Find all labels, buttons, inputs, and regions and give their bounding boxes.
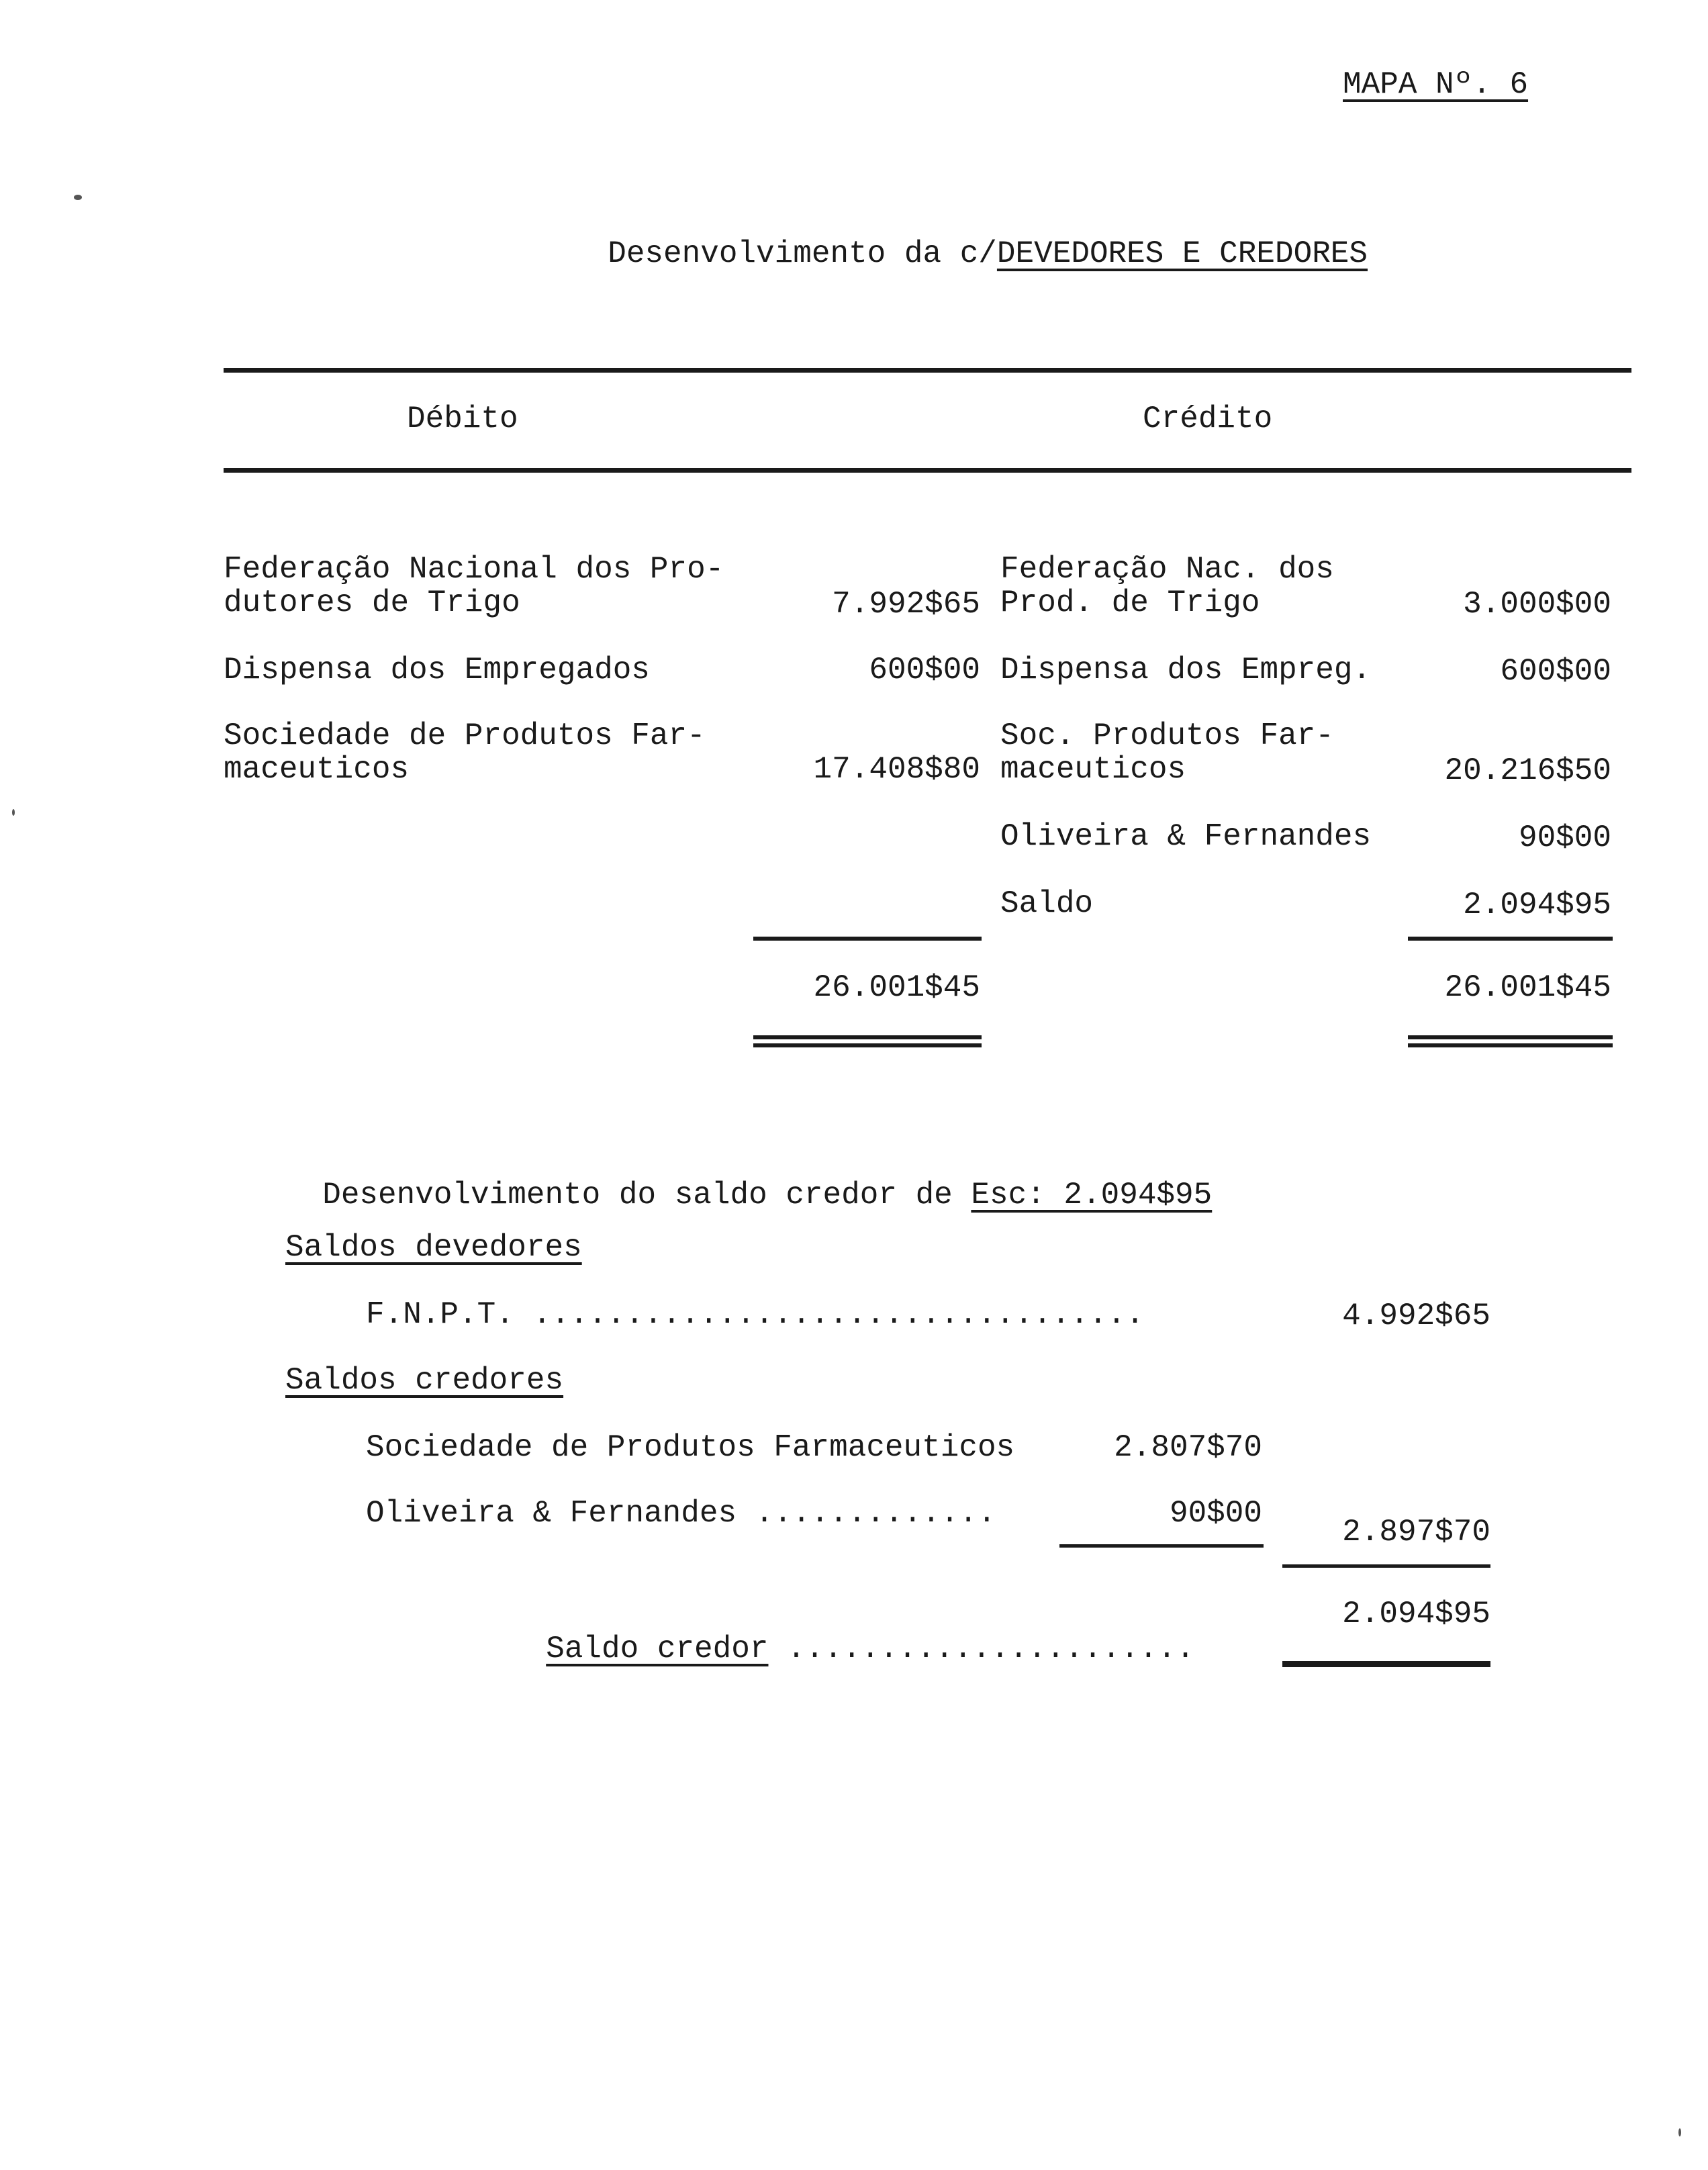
scan-speck: [12, 809, 15, 816]
debit-header: Débito: [407, 402, 518, 436]
debit-entry-2-amount: 600$00: [869, 653, 980, 688]
scan-speck: [1678, 2128, 1681, 2136]
debit-entry-1-amount: 7.992$65: [832, 587, 980, 622]
table-header-rule: [224, 468, 1631, 473]
debit-total-double-rule-bottom: [753, 1043, 982, 1047]
credit-total-double-rule-top: [1408, 1035, 1613, 1039]
credit-entry-3-line2: maceuticos: [1000, 752, 1186, 787]
creditor-entry-1-label: Sociedade de Produtos Farmaceuticos: [366, 1430, 1015, 1465]
debit-entry-3-line1: Sociedade de Produtos Far-: [224, 718, 706, 753]
final-balance-dots: ......................: [787, 1632, 1195, 1666]
debit-entry-2-label: Dispensa dos Empregados: [224, 653, 650, 688]
credit-entry-4-label: Oliveira & Fernandes: [1000, 819, 1372, 854]
creditor-entry-1-amount: 2.807$70: [1114, 1430, 1262, 1465]
credit-entry-1-line2: Prod. de Trigo: [1000, 585, 1260, 620]
debit-total-double-rule-top: [753, 1035, 982, 1039]
title-prefix: Desenvolvimento da c/: [608, 236, 997, 271]
credit-total: 26.001$45: [1444, 970, 1611, 1005]
creditors-heading: Saldos credores: [285, 1363, 564, 1398]
debit-entry-1-line2: dutores de Trigo: [224, 585, 520, 620]
debit-total: 26.001$45: [813, 970, 980, 1005]
page-title: [571, 201, 1368, 271]
creditors-total: 2.897$70: [1342, 1515, 1490, 1550]
debtor-entry-label: F.N.P.T. .................................: [366, 1297, 1145, 1332]
credit-entry-3-amount: 20.216$50: [1444, 753, 1611, 788]
final-balance-label: Saldo credor: [546, 1632, 769, 1666]
debit-sum-rule: [753, 937, 982, 941]
credit-header: Crédito: [1143, 402, 1273, 436]
final-balance-rule: [1282, 1661, 1490, 1667]
final-balance-amount: 2.094$95: [1342, 1597, 1490, 1632]
balance-intro: [285, 1143, 1212, 1213]
scan-speck: [74, 195, 82, 200]
debtor-entry-amount: 4.992$65: [1342, 1299, 1490, 1333]
credit-entry-4-amount: 90$00: [1518, 820, 1611, 855]
debit-entry-1-line1: Federação Nacional dos Pro-: [224, 552, 724, 587]
credit-entry-1-amount: 3.000$00: [1463, 587, 1611, 622]
credit-entry-2-amount: 600$00: [1500, 654, 1611, 689]
credit-entry-2-label: Dispensa dos Empreg.: [1000, 653, 1372, 688]
credit-entry-3-line1: Soc. Produtos Far-: [1000, 718, 1334, 753]
debit-entry-3-amount: 17.408$80: [813, 752, 980, 787]
credit-entry-1-line1: Federação Nac. dos: [1000, 552, 1334, 587]
table-top-rule: [224, 368, 1631, 373]
debtors-heading: Saldos devedores: [285, 1230, 582, 1265]
map-number: MAPA Nº. 6: [1343, 67, 1529, 102]
credit-entry-5-label: Saldo: [1000, 886, 1094, 921]
balance-intro-text: Desenvolvimento do saldo credor de: [322, 1178, 971, 1213]
debit-entry-3-line2: maceuticos: [224, 752, 410, 787]
final-balance-line: [509, 1597, 1194, 1666]
credit-entry-5-amount: 2.094$95: [1463, 888, 1611, 923]
balance-intro-amount: Esc: 2.094$95: [971, 1178, 1213, 1213]
creditors-sum-rule: [1059, 1544, 1264, 1548]
title-account: DEVEDORES E CREDORES: [996, 236, 1368, 271]
credit-total-double-rule-bottom: [1408, 1043, 1613, 1047]
creditor-entry-2-label: Oliveira & Fernandes .............: [366, 1496, 996, 1531]
creditors-total-rule: [1282, 1564, 1490, 1568]
creditor-entry-2-amount: 90$00: [1169, 1496, 1262, 1531]
credit-sum-rule: [1408, 937, 1613, 941]
